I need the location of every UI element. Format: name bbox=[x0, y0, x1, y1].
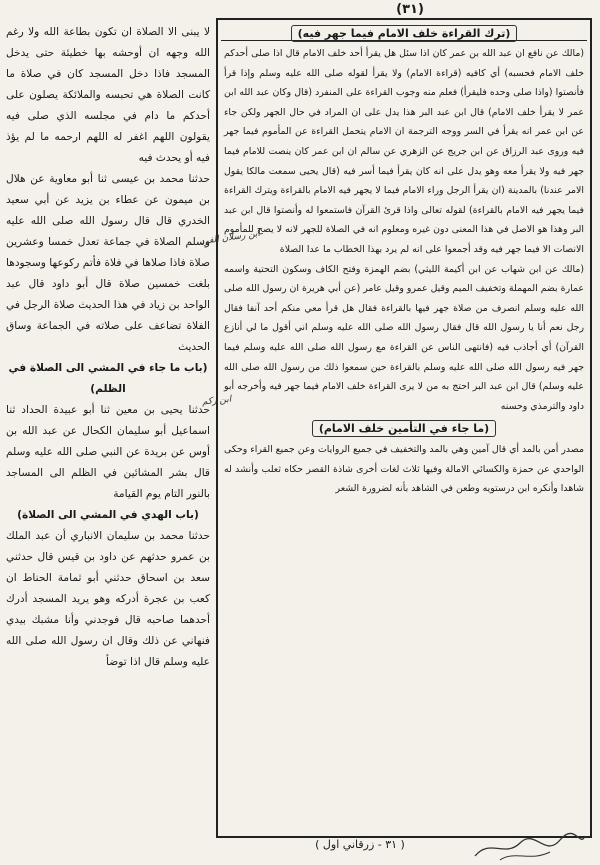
handwritten-signature-icon bbox=[470, 828, 590, 864]
main-paragraph: (مالك عن ابن شهاب عن ابن أكيمة الليثي) بضم الهمزة وفتح الكاف وسكون التحتية واسمه عمارة بضم المهملة وتخفيف الميم وقيل عمرو وقيل عامر (عن أبي هريرة ان رسول الله صلى الله عليه وسلم انصرف من صلاة جهر فيها بالقراءة فقال هل قرأ معي منكم أحد آنفا فقال رجل نعم أنا يا رسول الله قال فقال رسول الله صلى الله عليه وسلم اني أقول ما لي أنازع القرآن) أي أجاذب فيه (فانتهى الناس عن القراءة مع رسول الله صلى الله عليه وسلم فيما جهر فيه رسول الله صلى الله عليه وسلم بالقراءة حين سمعوا ذلك من رسول الله صلى الله عليه وسلم) قال ابن عبد البر احتج به من لا يرى القراءة خلف الامام فيما جهر فيه وأخرجه أبو داود والترمذي وحسنه bbox=[224, 263, 584, 412]
side-paragraph: لا يبنى الا الصلاة ان تكون بطاعة الله ولا رغم الله وجهه ان أوحشه بها خطيئة حتى يدخل المسجد فاذا دخل المسجد كان في صلاة ما كانت الصلاة هي تحبسه والملائكة يصلون على أحدكم ما دام في مجلسه الذي صلى فيه يقولون اللهم اغفر له اللهم ارحمه ما لم يؤذ فيه أو يحدث فيه bbox=[6, 26, 210, 164]
main-paragraph: (مالك عن نافع ان عبد الله بن عمر كان اذا سئل هل يقرأ أحد خلف الامام قال اذا صلى أحدكم خلف الامام فحسبه) أي كافيه (قراءة الامام) ولا يقرأ لقوله صلى الله عليه وسلم وإذا قرأ فأنصتوا (واذا صلى وحده فليقرأ) فعلم منه وجوب القراءة على المنفرد (قال وكان عبد الله ابن عمر لا يقرأ خلف الامام) قال ابن عبد البر هذا يدل على ان المراد في حال الجهر ولكن جاء عن ابن عمر انه يقرأ في السر ووجه الترجمة ان الامام يتحمل القراءة عن المأموم فيما جهر فيه وروى عبد الرزاق عن ابن جريج عن الزهري عن سالم ان ابن عمر كان ينصت للامام فيما جهر فيه ولا يقرأ معه وهو يدل على انه كان يقرأ فيما أسر فيه (قال يحيى سمعت مالكا يقول الامر عندنا) بالمدينة (ان يقرأ الرجل وراء الامام فيما لا يجهر فيه الامام بالقراءة ويترك القراءة فيما يجهر فيه الامام بالقراءة) لقوله تعالى واذا قرئ القرآن فاستمعوا له وأنصتوا قال ابن عبد البر وهذا هو الاصل في هذا المعنى دون غيره ومعلوم انه في الصلاة للجهر لانه لا يصح للمأموم الانصات الا فيما جهر فيه وقد أجمعوا على انه لم يرد بهذا الخطاب ما عدا الصلاة bbox=[224, 48, 584, 255]
section-title-taamin: (ما جاء في التأمين خلف الامام) bbox=[312, 420, 496, 437]
side-section-title: (باب الهدي في المشي الى الصلاة) bbox=[17, 509, 199, 521]
side-paragraph: حدثنا محمد بن عيسى ثنا أبو معاوية عن هلال بن ميمون عن عطاء بن يزيد عن أبي سعيد الخدري قال قال رسول الله صلى الله عليه وسلم الصلاة في جماعة تعدل خمسا وعشرين صلاة فاذا صلاها في فلاة فأتم ركوعها وسجودها بلغت خمسين صلاة قال أبو داود قال عبد الواحد بن زياد في هذا الحديث صلاة الرجل في الفلاة تضاعف على صلاته في الجماعة وساق الحديث bbox=[6, 173, 210, 353]
side-section-text: حدثنا يحيى بن معين ثنا أبو عبيدة الحداد ثنا اسماعيل أبو سليمان الكحال عن عبد الله بن أوس عن بريدة عن النبي صلى الله عليه وسلم قال بشر المشائين في الظلم الى المساجد بالنور التام يوم القيامة bbox=[6, 404, 210, 500]
page-footer: ( ٣١ - زرقاني اول ) bbox=[315, 838, 405, 851]
chapter-title: (ترك القراءة خلف الامام فيما جهر فيه) bbox=[291, 25, 518, 42]
main-column bbox=[224, 22, 584, 834]
side-column bbox=[6, 22, 210, 834]
margin-note: ابن ركم bbox=[201, 394, 232, 408]
page-number: (٣١) bbox=[396, 2, 424, 17]
closing-paragraph: مصدر أمن بالمد أي قال آمين وهي بالمد والتخفيف في جميع الروايات وعن جميع القراء وحكى الواحدي عن حمزة والكسائي الامالة وفيها ثلاث لغات أخرى شاذة القصر حكاه ثعلب وأنشد له شاهدا وأنكره ابن درستويه وطعن في الشاهد بأنه لضرورة الشعر bbox=[224, 444, 584, 495]
margin-note: ابن رسلان الفرد bbox=[199, 228, 261, 248]
side-section-title: (باب ما جاء في المشي الى الصلاة في الظلم) bbox=[8, 362, 208, 395]
side-section-text: حدثنا محمد بن سليمان الانباري أن عبد الملك بن عمرو حدثهم عن داود بن قيس قال حدثني سعد بن اسحاق حدثني أبو ثمامة الحناط ان كعب بن عجرة أدركه وهو يريد المسجد أدرك أحدهما صاحبه قال فوجدني وأنا مشبك بيدي فنهاني عن ذلك وقال ان رسول الله صلى الله عليه وسلم قال اذا توضأ bbox=[6, 530, 210, 668]
